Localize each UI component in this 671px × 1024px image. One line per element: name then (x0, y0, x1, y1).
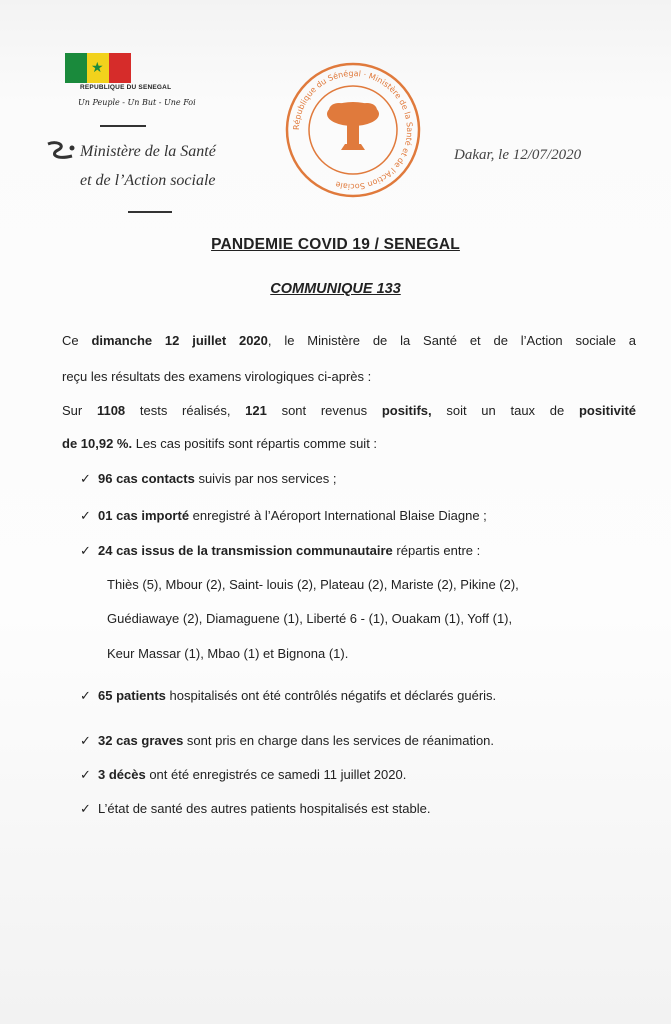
national-motto: Un Peuple - Un But - Une Foi (78, 98, 196, 107)
check-icon: ✓ (80, 801, 91, 816)
check-icon: ✓ (80, 733, 91, 748)
divider (128, 211, 172, 213)
senegal-flag-icon: ★ (65, 53, 131, 83)
bullet-imported-cases: ✓ 01 cas importé enregistré à l’Aéroport International Blaise Diagne ; (80, 508, 487, 523)
check-icon: ✓ (80, 767, 91, 782)
bullet-serious-cases: ✓ 32 cas graves sont pris en charge dans les services de réanimation. (80, 733, 495, 748)
bullet-community-cases: ✓ 24 cas issus de la transmission communautaire répartis entre : (80, 543, 481, 558)
bullet-recovered: ✓ 65 patients hospitalisés ont été contrôlés négatifs et déclarés guéris. (80, 688, 497, 703)
localities-line-1: Thiès (5), Mbour (2), Saint- louis (2), Plateau (2), Mariste (2), Pikine (2), (107, 577, 519, 592)
check-icon: ✓ (80, 688, 91, 703)
communique-number: COMMUNIQUE 133 (270, 281, 401, 297)
country-name: REPUBLIQUE DU SENEGAL (80, 84, 172, 91)
ministry-name-line1: Ministère de la Santé (80, 143, 216, 160)
ministry-logo-icon (44, 140, 78, 162)
bullet-contact-cases: ✓ 96 cas contacts suivis par nos services ; (80, 471, 337, 486)
ministry-name-line2: et de l’Action sociale (80, 172, 216, 189)
check-icon: ✓ (80, 508, 91, 523)
document-title: PANDEMIE COVID 19 / SENEGAL (211, 236, 460, 253)
divider (100, 125, 146, 127)
seal-text: République du Sénégal · Ministère de la Santé et de l'Action Sociale (291, 68, 415, 192)
localities-line-3: Keur Massar (1), Mbao (1) et Bignona (1). (107, 646, 349, 661)
document-date: Dakar, le 12/07/2020 (454, 147, 582, 163)
ministry-seal-icon (283, 60, 423, 200)
check-icon: ✓ (80, 471, 91, 486)
intro-line-3: Sur 1108 tests réalisés, 121 sont revenus positifs, soit un taux de positivité (62, 403, 637, 418)
intro-line-1: Ce dimanche 12 juillet 2020, le Ministère de la Santé et de l’Action sociale a (62, 333, 636, 348)
bullet-stable-patients: ✓ L’état de santé des autres patients hospitalisés est stable. (80, 801, 431, 816)
baobab-icon (327, 102, 379, 150)
localities-line-2: Guédiawaye (2), Diamaguene (1), Liberté 6 - (1), Ouakam (1), Yoff (1), (107, 611, 513, 626)
check-icon: ✓ (80, 543, 91, 558)
intro-line-4: de 10,92 %. Les cas positifs sont répartis comme suit : (62, 436, 378, 451)
bullet-deaths: ✓ 3 décès ont été enregistrés ce samedi 11 juillet 2020. (80, 767, 407, 782)
intro-line-2: reçu les résultats des examens virologiques ci-après : (62, 369, 372, 384)
